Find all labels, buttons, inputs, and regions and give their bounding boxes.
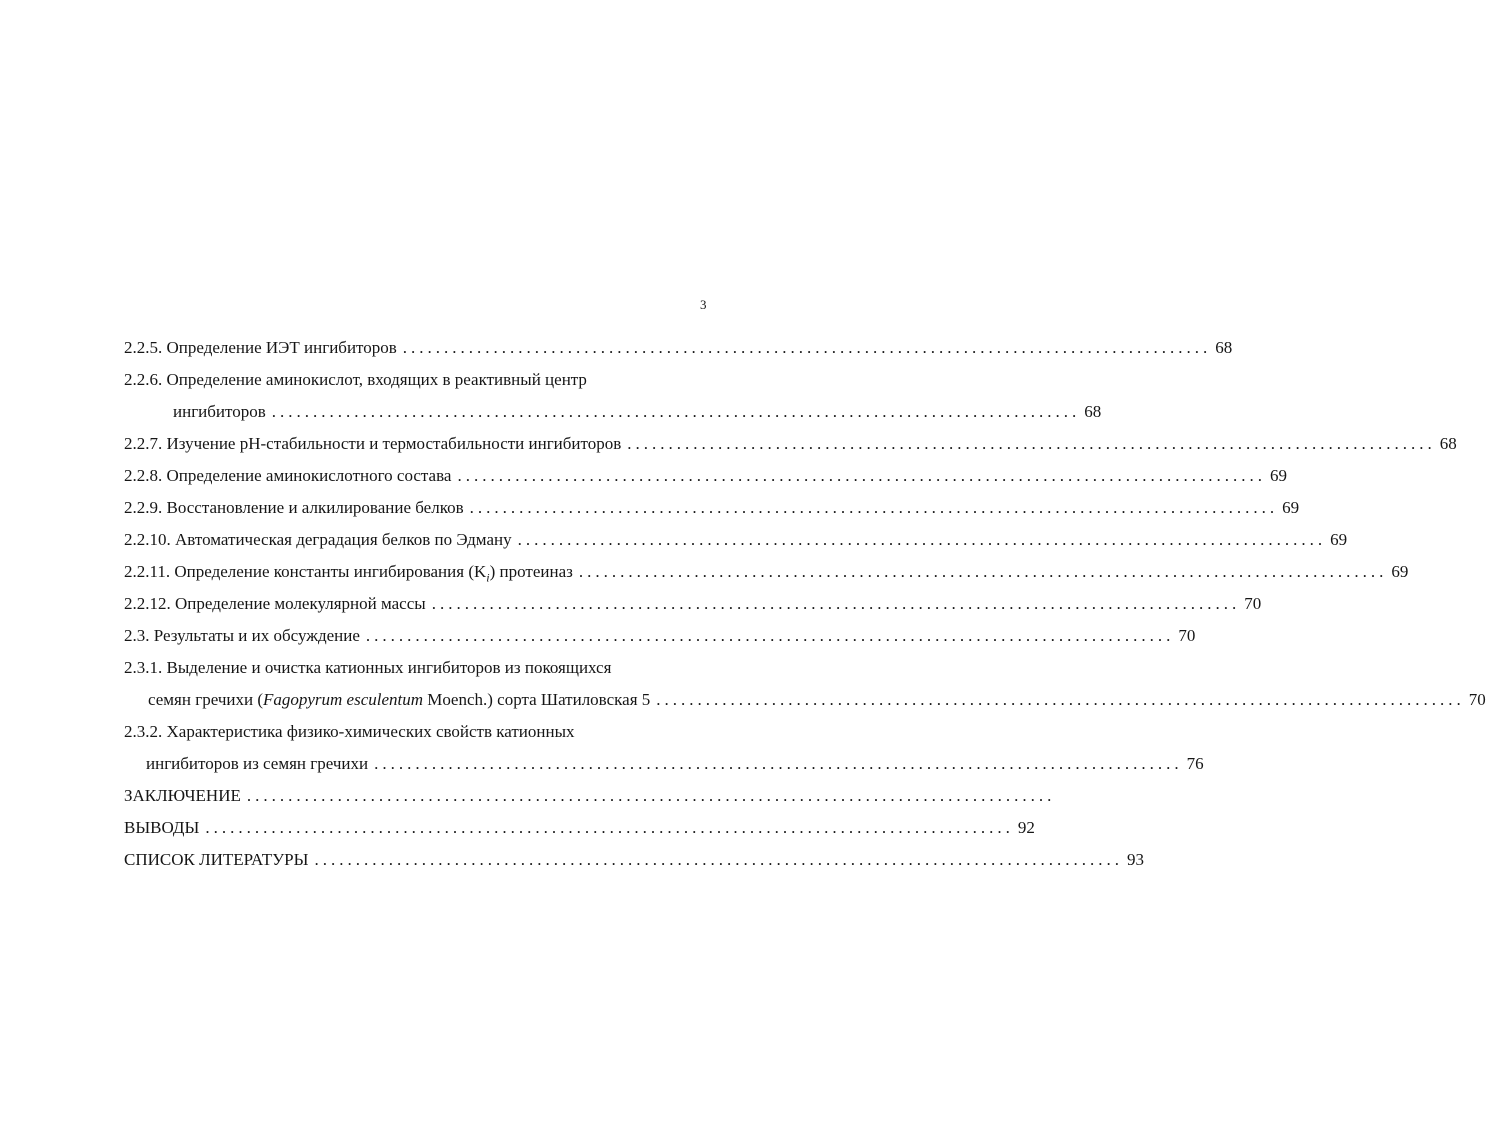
toc-entry-page: 69: [1330, 530, 1348, 549]
toc-entry: [124, 849, 1144, 871]
page-number: 3: [700, 297, 707, 312]
toc-entry: [124, 817, 1035, 839]
toc-entry-title: ингибиторов: [173, 402, 266, 421]
dot-leader: ..................................................................................................: [469, 498, 1279, 517]
toc-entry: [124, 593, 1262, 615]
toc-entry-title: 2.2.10. Автоматическая деградация белков по Эдману: [124, 530, 512, 549]
toc-entry-title: 2.3. Результаты и их обсуждение: [124, 626, 360, 645]
toc-entry: [124, 625, 1196, 647]
toc-entry: [124, 465, 1287, 487]
toc-entry: [124, 369, 744, 391]
dot-leader: ..................................................................................................: [656, 690, 1465, 709]
toc-entry-title: [148, 689, 650, 711]
toc-entry: [124, 433, 1457, 455]
dot-leader: ..................................................................................................: [578, 562, 1388, 581]
dot-leader: ..................................................................................................: [374, 754, 1183, 773]
toc-entry-page: 68: [1439, 434, 1457, 453]
toc-entry: [124, 561, 1409, 585]
toc-entry: [124, 721, 744, 743]
toc-entry-page: 76: [1186, 754, 1204, 773]
dot-leader: ..................................................................................................: [314, 850, 1123, 869]
toc-entry: [124, 337, 1233, 359]
toc-entry: [124, 785, 1056, 807]
toc-entry-page: 92: [1017, 818, 1035, 837]
toc-entry: [124, 529, 1348, 551]
toc-entry-title: СПИСОК ЛИТЕРАТУРЫ: [124, 850, 309, 869]
dot-leader: ..................................................................................................: [402, 338, 1212, 357]
toc-entry-title: ЗАКЛЮЧЕНИЕ: [124, 786, 241, 805]
dot-leader: ..................................................................................................: [457, 466, 1266, 485]
toc-entry-page: 93: [1126, 850, 1144, 869]
toc-entry-title: ингибиторов из семян гречихи: [146, 754, 369, 773]
dot-leader: ..................................................................................................: [205, 818, 1014, 837]
dot-leader: ..................................................................................................: [627, 434, 1436, 453]
toc-entry-title: 2.2.8. Определение аминокислотного состава: [124, 466, 452, 485]
toc-entry-subscript: i: [486, 570, 490, 585]
dot-leader: ..................................................................................................: [246, 786, 1056, 805]
toc-entry-title-main: 2.2.11. Определение константы ингибирования (K: [124, 562, 487, 581]
toc-entry-page: 68: [1215, 338, 1233, 357]
toc-entry-title-tail: ) протеиназ: [489, 562, 573, 581]
toc-entry-title: 2.3.1. Выделение и очистка катионных ингибиторов из покоящихся: [124, 658, 612, 677]
toc-entry-page: 69: [1269, 466, 1287, 485]
toc-entry-title-tail: Moench.) сорта Шатиловская 5: [423, 690, 651, 709]
toc-entry-title: 2.3.2. Характеристика физико-химических свойств катионных: [124, 722, 575, 741]
toc-entry-page: 70: [1244, 594, 1262, 613]
toc-entry-species: Fagopyrum esculentum: [262, 690, 424, 709]
toc-entry-title: ВЫВОДЫ: [124, 818, 200, 837]
toc-entry-page: 69: [1391, 562, 1409, 581]
toc-entry-title: 2.2.12. Определение молекулярной массы: [124, 594, 426, 613]
toc-entry-title: 2.2.7. Изучение рН-стабильности и термостабильности ингибиторов: [124, 434, 622, 453]
toc-entry-page: 70: [1468, 690, 1486, 709]
dot-leader: ..................................................................................................: [517, 530, 1327, 549]
toc-entry-title: 2.2.5. Определение ИЭТ ингибиторов: [124, 338, 397, 357]
toc-entry: [124, 657, 744, 679]
dot-leader: ..................................................................................................: [431, 594, 1241, 613]
toc-entry-page: 70: [1178, 626, 1196, 645]
toc-entry-page: 69: [1282, 498, 1300, 517]
toc-entry: [124, 497, 1300, 519]
toc-entry-continuation: [173, 401, 1102, 423]
dot-leader: ..................................................................................................: [271, 402, 1081, 421]
toc-entry-page: 68: [1084, 402, 1102, 421]
dot-leader: ..................................................................................................: [365, 626, 1175, 645]
toc-entry-title-main: семян гречихи (: [148, 690, 263, 709]
toc-entry-title: 2.2.9. Восстановление и алкилирование белков: [124, 498, 464, 517]
toc-entry-continuation: [148, 689, 1486, 711]
toc-entry-title: [124, 561, 573, 588]
toc-entry-title: 2.2.6. Определение аминокислот, входящих в реактивный центр: [124, 370, 587, 389]
toc-entry-continuation: [146, 753, 1204, 775]
